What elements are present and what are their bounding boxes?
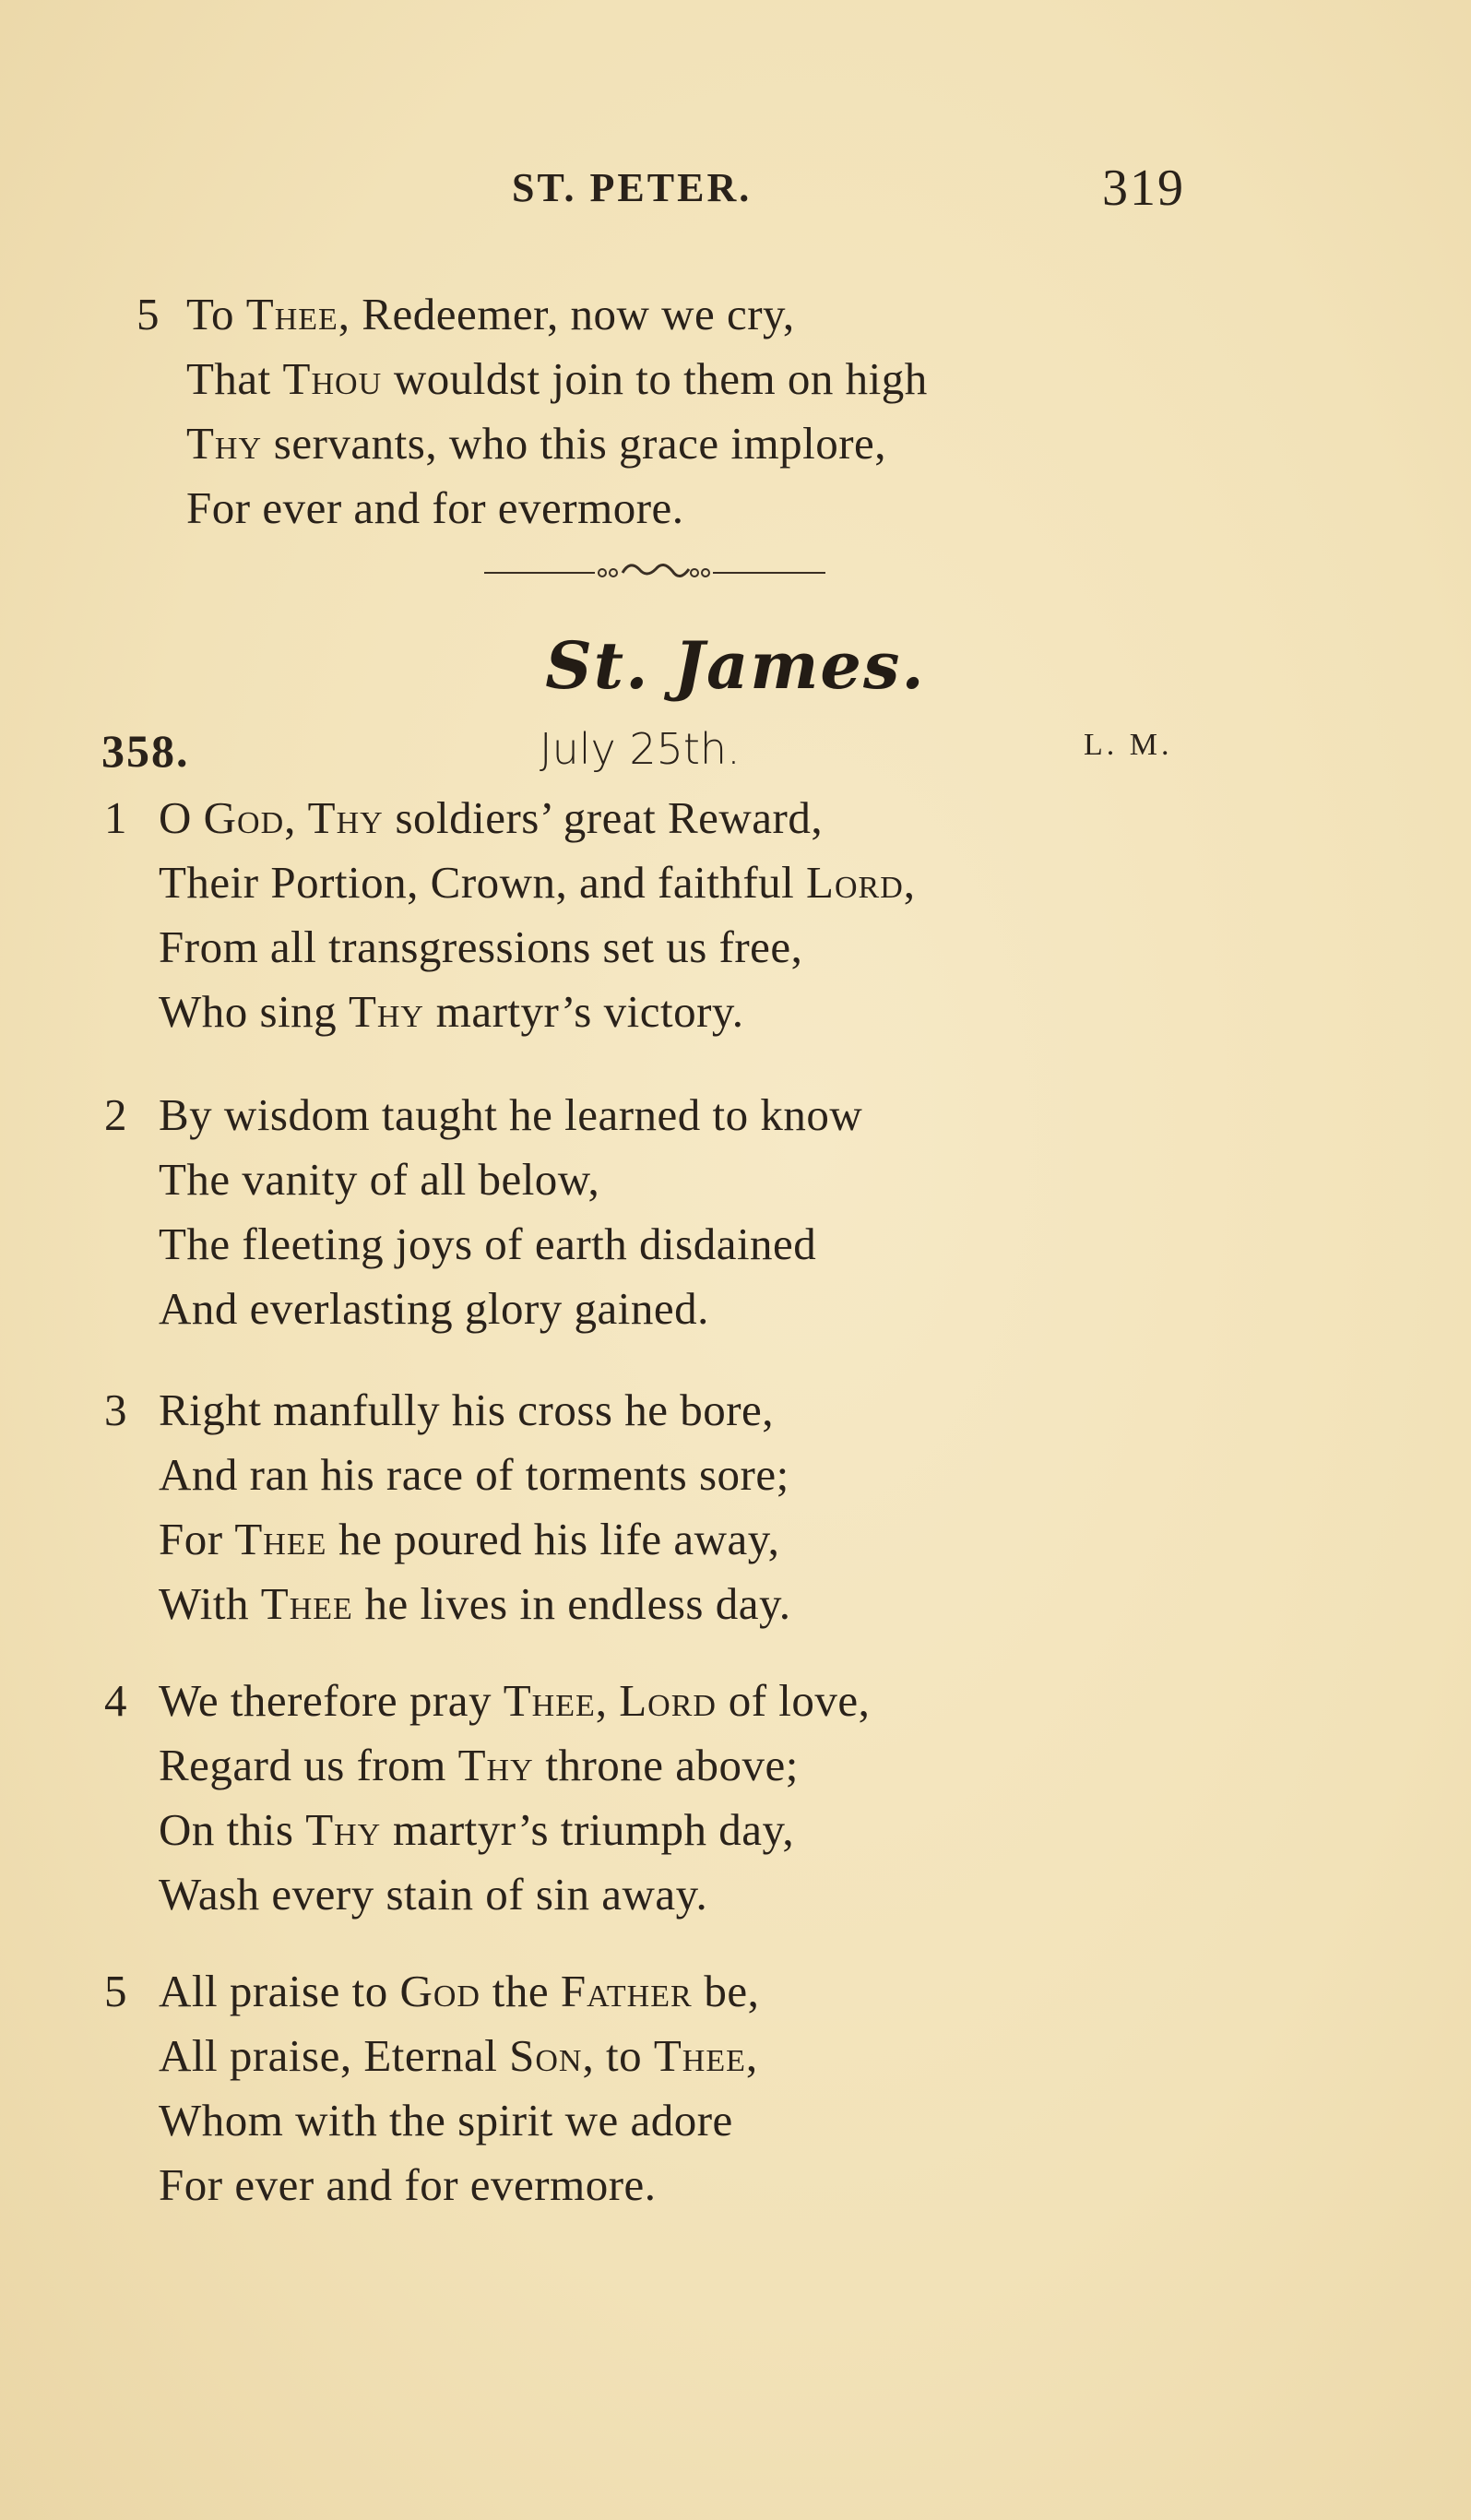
hymn-number: 358. (101, 725, 190, 777)
small-caps-word: God (399, 1966, 480, 2016)
verse-text: All praise, Eternal (159, 2030, 510, 2081)
verse-text: For ever and for evermore. (159, 2159, 657, 2210)
verse-text: On this (159, 1804, 306, 1855)
verse-text: he poured his life away, (326, 1514, 780, 1564)
verse-line (159, 2158, 657, 2211)
verse-text: The fleeting joys of earth disdained (159, 1218, 817, 1269)
verse-text: martyr’s victory. (423, 986, 744, 1037)
verse-line (159, 1218, 816, 1270)
small-caps-word: Thee (245, 289, 338, 339)
small-caps-word: Lord (619, 1675, 717, 1726)
stanza-number: 4 (104, 1675, 127, 1726)
verse-text: We therefore pray (159, 1675, 504, 1726)
verse-line (186, 288, 795, 340)
stanza-number: 2 (104, 1089, 127, 1140)
verse-line (159, 791, 823, 844)
hymn-meter: L. M. (1084, 728, 1173, 762)
verse-line (159, 1739, 799, 1791)
page-number: 319 (1102, 160, 1185, 217)
verse-line (159, 2094, 733, 2146)
verse-text: soldiers’ great Reward, (383, 792, 824, 843)
verse-line (159, 1088, 862, 1141)
verse-text: That (186, 353, 283, 404)
verse-line (159, 1674, 870, 1727)
verse-text: O (159, 792, 204, 843)
verse-line (159, 1448, 789, 1501)
verse-line (159, 1577, 791, 1630)
verse-line (159, 1153, 599, 1206)
stanza-number: 5 (104, 1966, 127, 2016)
verse-line (186, 481, 684, 534)
hymn-header (0, 724, 1471, 779)
verse-text: , (745, 2030, 758, 2081)
verse-text: of love, (716, 1675, 871, 1726)
verse-text: Their Portion, Crown, and faithful (159, 857, 807, 908)
stanza-number: 3 (104, 1385, 127, 1435)
small-caps-word: Lord (806, 857, 904, 908)
verse-line (159, 985, 743, 1038)
verse-text: To (186, 289, 246, 339)
small-caps-word: Thee (260, 1578, 353, 1629)
verse-line (159, 1868, 707, 1920)
small-caps-word: Son (509, 2030, 583, 2081)
verse-text: throne above; (533, 1740, 799, 1790)
stanza-number: 1 (104, 792, 127, 843)
verse-line (159, 1803, 794, 1856)
stanza-number: 5 (136, 289, 160, 339)
verse-text: Whom with the spirit we adore (159, 2095, 733, 2146)
verse-text: the (480, 1966, 561, 2016)
verse-text: Right manfully his cross he bore, (159, 1385, 775, 1435)
verse-text: he lives in endless day. (352, 1578, 791, 1629)
running-head-title: ST. PETER. (512, 165, 753, 210)
hymn-title: St. James. (545, 627, 926, 704)
small-caps-word: God (203, 792, 285, 843)
small-caps-word: Thou (282, 353, 383, 404)
small-caps-word: Father (560, 1966, 693, 2016)
verse-text: All praise to (159, 1966, 400, 2016)
verse-text: , to (582, 2030, 654, 2081)
section-divider-ornament (484, 559, 825, 587)
verse-text: Wash every stain of sin away. (159, 1869, 708, 1920)
verse-line (159, 1384, 774, 1436)
verse-text: And everlasting glory gained. (159, 1283, 709, 1334)
verse-line (159, 1965, 759, 2017)
small-caps-word: Thee (234, 1514, 327, 1564)
verse-text: With (159, 1578, 261, 1629)
verse-text: By wisdom taught he learned to know (159, 1089, 863, 1140)
small-caps-word: Thee (653, 2030, 746, 2081)
verse-line (159, 921, 802, 973)
verse-text: And ran his race of torments sore; (159, 1449, 789, 1500)
verse-text: For (159, 1514, 235, 1564)
small-caps-word: Thee (503, 1675, 596, 1726)
verse-text: , Redeemer, now we cry, (338, 289, 795, 339)
verse-text: For ever and for evermore. (186, 482, 684, 533)
verse-text: , (595, 1675, 620, 1726)
verse-line (186, 417, 886, 470)
verse-line (159, 1513, 779, 1565)
verse-line (186, 352, 928, 405)
small-caps-word: Thy (457, 1740, 534, 1790)
verse-text: , (284, 792, 308, 843)
verse-text: martyr’s triumph day, (381, 1804, 795, 1855)
verse-text: wouldst join to them on high (382, 353, 928, 404)
verse-line (159, 2029, 758, 2082)
small-caps-word: Thy (305, 1804, 382, 1855)
small-caps-word: Thy (186, 418, 263, 469)
small-caps-word: Thy (348, 986, 424, 1037)
running-head (0, 160, 1471, 220)
verse-text: From all transgressions set us free, (159, 921, 803, 972)
verse-text: The vanity of all below, (159, 1154, 600, 1205)
verse-text: servants, who this grace implore, (262, 418, 887, 469)
verse-text: , (903, 857, 916, 908)
verse-line (159, 856, 916, 909)
small-caps-word: Thy (307, 792, 384, 843)
hymn-date: July 25th. (540, 724, 741, 774)
verse-text: Regard us from (159, 1740, 458, 1790)
verse-text: Who sing (159, 986, 349, 1037)
verse-text: be, (692, 1966, 760, 2016)
verse-line (159, 1282, 709, 1335)
